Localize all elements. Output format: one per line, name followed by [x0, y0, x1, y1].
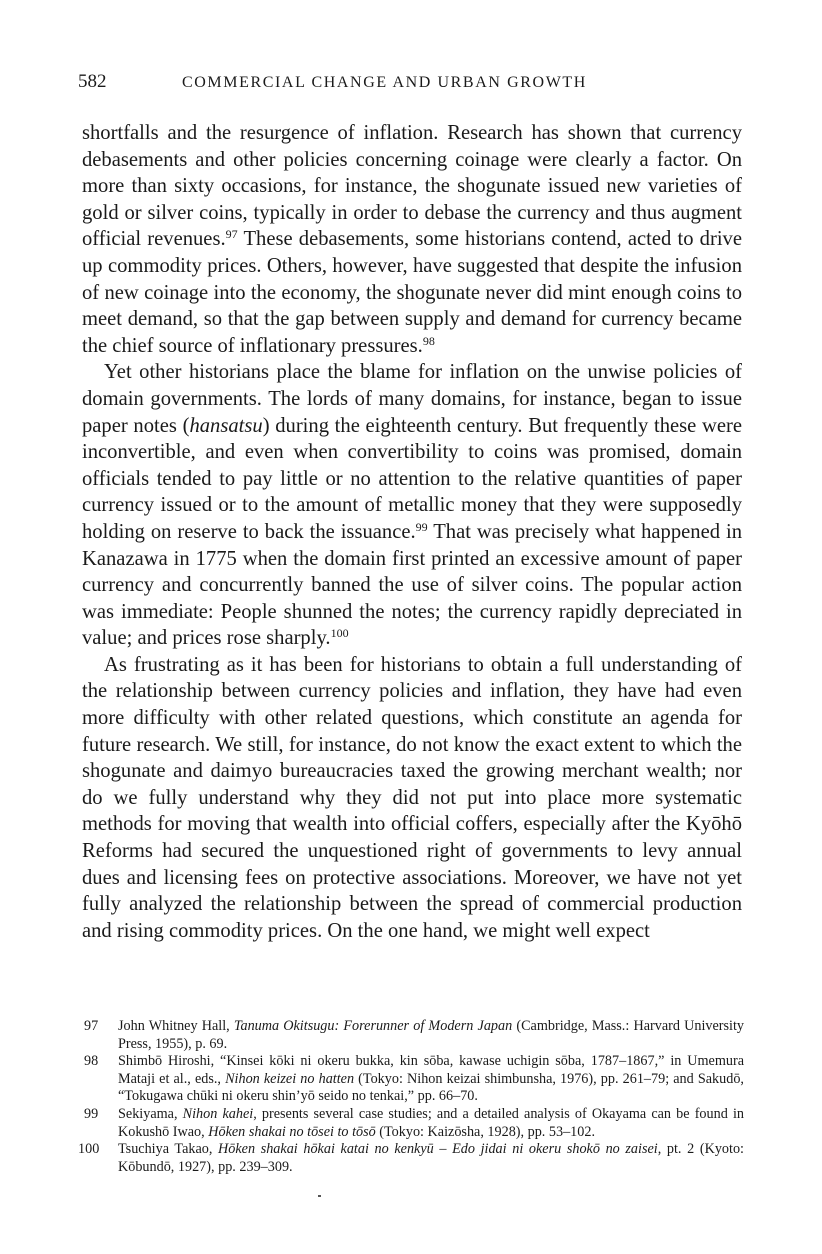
- text-run: (Tokyo: Kaizōsha, 1928), pp. 53–102.: [375, 1123, 596, 1140]
- text-run: ) during the eighteenth century. But frequently these were inconvertible, and even when convertibility to coins was promised, domain officials tended to pay little or no attention to the relative quantities of paper currency issued or to the amount of metallic money that they were supposedly holding on reserve to back the issuance.: [82, 414, 743, 543]
- footnote-text: [118, 1053, 744, 1106]
- italic-text: Nihon keizei no hatten: [225, 1070, 355, 1087]
- page-number: 582: [78, 71, 107, 92]
- footnote-number: 100: [78, 1141, 100, 1158]
- footnote-number: 99: [84, 1105, 99, 1122]
- italic-text: hansatsu: [189, 414, 263, 437]
- text-run: As frustrating as it has been for historians to obtain a full understanding of the relationship between currency policies and inflation, they have had even more difficulty with other related questions, which constitute an agenda for future research. We still, for instance, do not know the exact extent to which the shogunate and daimyo bureaucracies taxed the growing merchant wealth; nor do we fully understand why they did not put into place more systematic methods for moving that wealth into official coffers, especially after the Kyōhō Reforms had secured the unquestioned right of governments to levy annual dues and licensing fees on protective associations. Moreover, we have not yet fully analyzed the relationship between the spread of commercial production and rising commodity prices. On the one hand, we might well expect: [82, 653, 742, 942]
- paragraph: [82, 120, 742, 359]
- page-mark: [318, 1195, 321, 1197]
- running-title: COMMERCIAL CHANGE AND URBAN GROWTH: [182, 74, 587, 91]
- footnote-ref: 98: [422, 333, 435, 348]
- text-run: , pt. 2 (Kyoto: Kōbundō, 1927), pp. 239–309.: [118, 1141, 744, 1175]
- footnote-ref: 99: [415, 519, 428, 534]
- italic-text: Hōken shakai no tōsei to tōsō: [208, 1123, 376, 1140]
- body-text: [82, 120, 742, 944]
- text-run: Yet other historians place the blame for inflation on the unwise policies of domain governments. The lords of many domains, for instance, began to issue paper notes (: [82, 361, 742, 437]
- running-header: [78, 70, 758, 95]
- text-run: (Tokyo: Nihon keizai shimbunsha, 1976), pp. 261–79; and Sakudō, “Tokugawa chūki ni okeru shin’yō seido no tenkai,” pp. 66–70.: [118, 1070, 744, 1105]
- footnote-ref: 100: [330, 626, 349, 641]
- italic-text: Nihon kahei: [182, 1105, 254, 1122]
- footnote-text: [118, 1018, 744, 1053]
- footnote-number: 97: [84, 1018, 99, 1034]
- text-run: John Whitney Hall,: [118, 1018, 234, 1034]
- text-run: Sekiyama,: [118, 1105, 183, 1122]
- footnotes: [78, 1018, 744, 1176]
- text-run: Shimbō Hiroshi, “Kinsei kōki ni okeru bukka, kin sōba, kawase uchigin sōba, 1787–1867,” in Umemura Mataji et al., eds.,: [118, 1053, 744, 1087]
- footnote: [78, 1053, 744, 1106]
- paragraph: [82, 652, 742, 945]
- text-run: (Cambridge, Mass.: Harvard University Press, 1955), p. 69.: [118, 1018, 745, 1052]
- footnote-text: [118, 1141, 744, 1176]
- footnote: [78, 1106, 744, 1141]
- italic-text: Hōken shakai hōkai katai no kenkyū – Edo jidai ni okeru shokō no zaisei: [218, 1141, 658, 1158]
- text-run: That was precisely what happened in Kanazawa in 1775 when the domain first printed an excessive amount of paper currency and concurrently banned the use of silver coins. The popular action was immediate: People shunned the notes; the currency rapidly depreciated in value; and prices rose sharply.: [82, 520, 742, 650]
- text-run: Tsuchiya Takao,: [118, 1141, 219, 1158]
- text-run: , presents several case studies; and a detailed analysis of Okayama can be found in Kokushō Iwao,: [118, 1105, 744, 1140]
- italic-text: Tanuma Okitsugu: Forerunner of Modern Japan: [233, 1018, 513, 1034]
- footnote: [78, 1018, 744, 1053]
- footnote-number: 98: [84, 1053, 99, 1070]
- footnote-text: [118, 1106, 744, 1141]
- text-run: These debasements, some historians contend, acted to drive up commodity prices. Others, however, have suggested that despite the infusion of new coinage into the economy, the shogunate never did mint enough coins to meet demand, so that the gap between supply and demand for currency became the chief source of inflationary pressures.: [82, 228, 742, 357]
- text-run: shortfalls and the resurgence of inflation. Research has shown that currency debasements and other policies concerning coinage were clearly a factor. On more than sixty occasions, for instance, the shogunate issued new varieties of gold or silver coins, typically in order to debase the currency and thus augment official revenues.: [82, 122, 742, 251]
- footnote-ref: 97: [225, 227, 238, 242]
- paragraph: [82, 359, 742, 652]
- footnote: [78, 1141, 744, 1176]
